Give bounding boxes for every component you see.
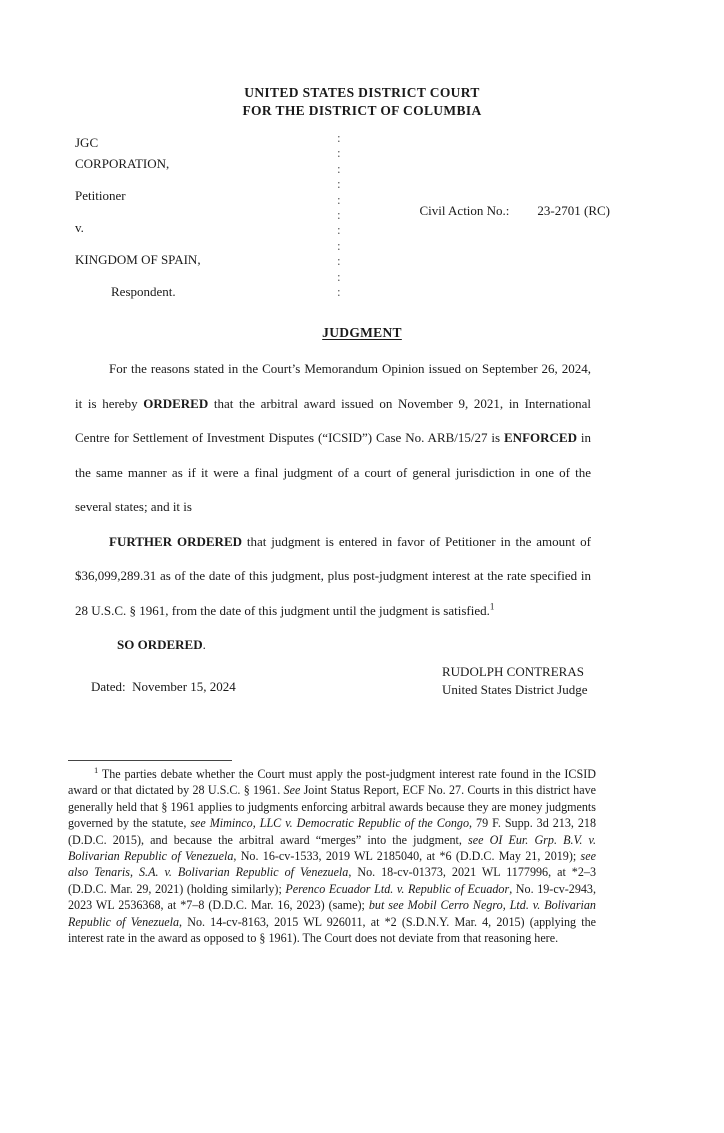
caption-colon: : [337, 253, 341, 269]
petitioner-name-line2: CORPORATION, [75, 156, 170, 171]
case-caption [75, 130, 611, 312]
para1-segment-2: that the arbitral award issued on November 9, 2021, in International Centre for Settlement of Investment Disputes (“ICSID”) Case No. ARB/15/27 is [75, 395, 591, 445]
caption-colon: : [337, 160, 341, 176]
petitioner-role: Petitioner [75, 188, 126, 203]
caption-spacer-4 [75, 270, 325, 281]
judgment-body [75, 352, 591, 663]
civil-action-label: Civil Action No.: [419, 203, 510, 218]
petitioner-name-line1: JGC [75, 135, 99, 150]
court-heading [0, 84, 724, 120]
caption-colon: : [337, 222, 341, 238]
footnote-1 [68, 766, 596, 946]
judgment-title [0, 325, 724, 341]
respondent-role: Respondent. [111, 284, 176, 299]
caption-parties [75, 132, 325, 302]
caption-colon: : [337, 176, 341, 192]
further-ordered-emphasis: FURTHER ORDERED [109, 533, 243, 549]
court-name-line1: UNITED STATES DISTRICT COURT [244, 85, 480, 100]
judge-name: RUDOLPH CONTRERAS [442, 664, 584, 679]
civil-action-block [400, 187, 610, 235]
caption-colon: : [337, 191, 341, 207]
footnote-segment-4: , No. 16-cv-1533, 2019 WL 2185040, at *6 (D.D.C. May 21, 2019); [233, 849, 581, 864]
dated-label: Dated: [91, 679, 126, 694]
respondent-name: KINGDOM OF SPAIN, [75, 252, 201, 267]
caption-colon: : [337, 284, 341, 300]
judgment-paragraph-2 [75, 525, 591, 629]
caption-spacer-1 [75, 174, 325, 185]
dated-value: November 15, 2024 [132, 679, 236, 694]
footnote-segment-7: , No. 14-cv-8163, 2015 WL 926011, at *2 (S.D.N.Y. Mar. 4, 2015) (applying the interest rate in the award as opposed to § 1961). The Court does not deviate from that reasoning here. [68, 914, 596, 946]
footnote-segment-1: The parties debate whether the Court must apply the post-judgment interest rate found in the ICSID award or that dictated by 28 U.S.C. § 1961. [68, 767, 596, 798]
so-ordered-paragraph [75, 628, 591, 663]
caption-colon: : [337, 145, 341, 161]
footnote-segment-6: , No. 19-cv-2943, 2023 WL 2536368, at *7–8 (D.D.C. Mar. 16, 2023) (same); [68, 881, 596, 913]
court-name-line2: FOR THE DISTRICT OF COLUMBIA [242, 103, 482, 118]
judgment-title-text: JUDGMENT [322, 325, 402, 340]
caption-colon: : [337, 237, 341, 253]
caption-colon: : [337, 268, 341, 284]
footnote-reference-marker: 1 [489, 601, 495, 612]
caption-spacer-2 [75, 206, 325, 217]
dated-line [78, 663, 236, 711]
footnote-citation-oi-eur-grp: see OI Eur. Grp. B.V. v. Bolivarian Republic of Venezuela [68, 832, 596, 864]
footnote-citation-miminco: see Miminco, LLC v. Democratic Republic of the Congo [190, 816, 470, 831]
para1-segment-3: in the same manner as if it were a final judgment of a court of general jurisdiction in one of the several states; and it is [75, 430, 591, 514]
caption-colon: : [337, 207, 341, 223]
footnote-segment-2: Joint Status Report, ECF No. 27. Courts in this district have generally held that § 1961 applies to judgments enforcing arbitral awards because they are money judgments governed by the statute, [68, 783, 596, 831]
para2-segment-1: that judgment is entered in favor of Petitioner in the amount of $36,099,289.31 as of the date of this judgment, plus post-judgment interest at the rate specified in 28 U.S.C. § 1961, from the date of this judgment until the judgment is satisfied. [75, 533, 591, 618]
so-ordered-period: . [202, 637, 206, 652]
footnote-separator-rule [68, 760, 232, 761]
judgment-paragraph-1 [75, 352, 591, 525]
footnote-segment-3: , 79 F. Supp. 3d 213, 218 (D.D.C. 2015), and because the arbitral award “merges” into the judgment, [68, 816, 597, 847]
signature-block [442, 663, 588, 698]
footnote-citation-perenco: Perenco Ecuador Ltd. v. Republic of Ecuador [285, 881, 510, 896]
footnote-number: 1 [94, 764, 99, 775]
caption-spacer-3 [75, 238, 325, 249]
enforced-emphasis: ENFORCED [504, 430, 577, 445]
so-ordered-emphasis: SO ORDERED [117, 637, 203, 652]
caption-colon-divider [337, 130, 351, 299]
para1-segment-1: For the reasons stated in the Court’s Memorandum Opinion issued on September 26, 2024, it is hereby [75, 361, 591, 411]
caption-colon: : [337, 130, 341, 145]
footnote-signal-see-1: See [283, 783, 301, 798]
footnote-segment-5: , No. 18-cv-01373, 2021 WL 1177996, at *2–3 (D.D.C. Mar. 29, 2021) (holding similarly); [68, 865, 596, 896]
civil-action-number: 23-2701 (RC) [537, 203, 611, 218]
footnote-citation-tenaris: see also Tenaris, S.A. v. Bolivarian Republic of Venezuela [68, 849, 596, 880]
ordered-emphasis: ORDERED [143, 395, 209, 411]
footnote-citation-mobil-cerro-negro: but see Mobil Cerro Negro, Ltd. v. Bolivarian Republic of Venezuela [68, 898, 596, 929]
versus-label: v. [75, 220, 84, 235]
footnote-block [68, 766, 596, 946]
judge-title: United States District Judge [442, 681, 588, 697]
